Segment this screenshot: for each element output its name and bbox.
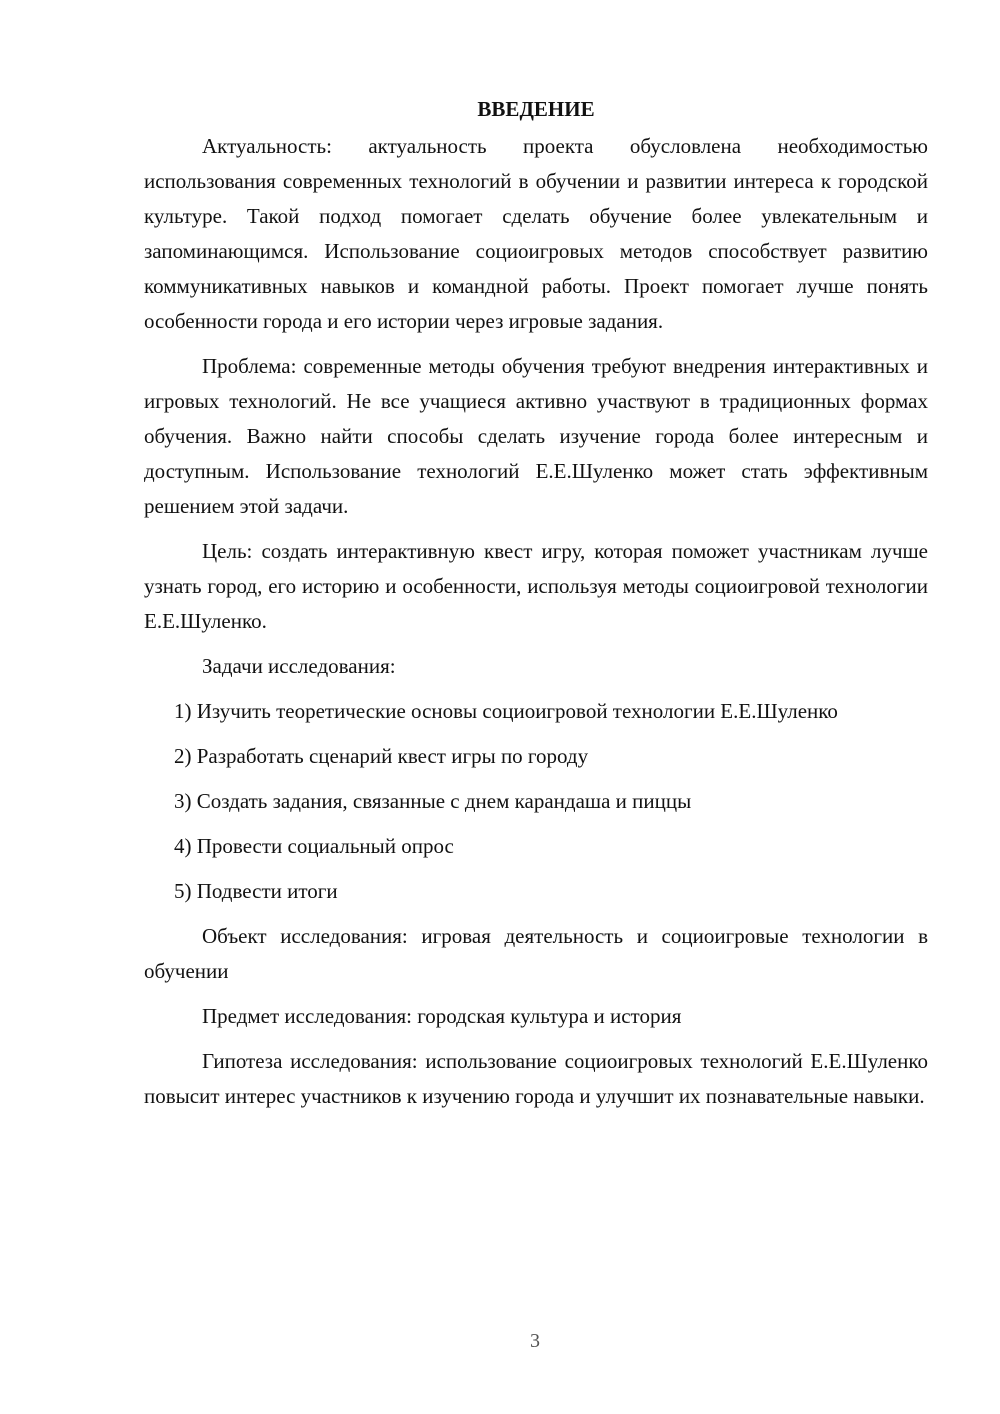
section-heading: ВВЕДЕНИЕ	[477, 97, 595, 121]
task-item-2: 2) Разработать сценарий квест игры по городу	[174, 744, 589, 768]
problem-paragraph: Проблема: современные методы обучения требуют внедрения интерактивных и игровых технологий. Не все учащиеся активно участвуют в традиционных формах обучения. Важно найти способы сделать изучение города более интересным и доступным. Использование технологий Е.Е.Шуленко может стать эффективным решением этой задачи.	[144, 354, 928, 518]
object-paragraph: Объект исследования: игровая деятельность и социоигровые технологии в обучении	[144, 924, 928, 983]
task-item-5: 5) Подвести итоги	[174, 879, 338, 903]
hypothesis-paragraph: Гипотеза исследования: использование социоигровых технологий Е.Е.Шуленко повысит интерес участников к изучению города и улучшит их познавательные навыки.	[144, 1049, 928, 1108]
task-item-3: 3) Создать задания, связанные с днем карандаша и пиццы	[174, 789, 692, 813]
tasks-title: Задачи исследования:	[202, 654, 396, 678]
document-page	[144, 92, 928, 1124]
goal-paragraph: Цель: создать интерактивную квест игру, которая поможет участникам лучше узнать город, его историю и особенности, используя методы социоигровой технологии Е.Е.Шуленко.	[144, 539, 928, 633]
page-number: 3	[530, 1330, 540, 1352]
task-item-4: 4) Провести социальный опрос	[174, 834, 454, 858]
subject-paragraph: Предмет исследования: городская культура и история	[202, 1004, 682, 1028]
task-item-1: 1) Изучить теоретические основы социоигровой технологии Е.Е.Шуленко	[174, 699, 838, 723]
relevance-paragraph: Актуальность: актуальность проекта обусловлена необходимостью использования современных технологий в обучении и развитии интереса к городской культуре. Такой подход помогает сделать обучение более увлекательным и запоминающимся. Использование социоигровых методов способствует развитию коммуникативных навыков и командной работы. Проект помогает лучше понять особенности города и его истории через игровые задания.	[144, 134, 928, 333]
